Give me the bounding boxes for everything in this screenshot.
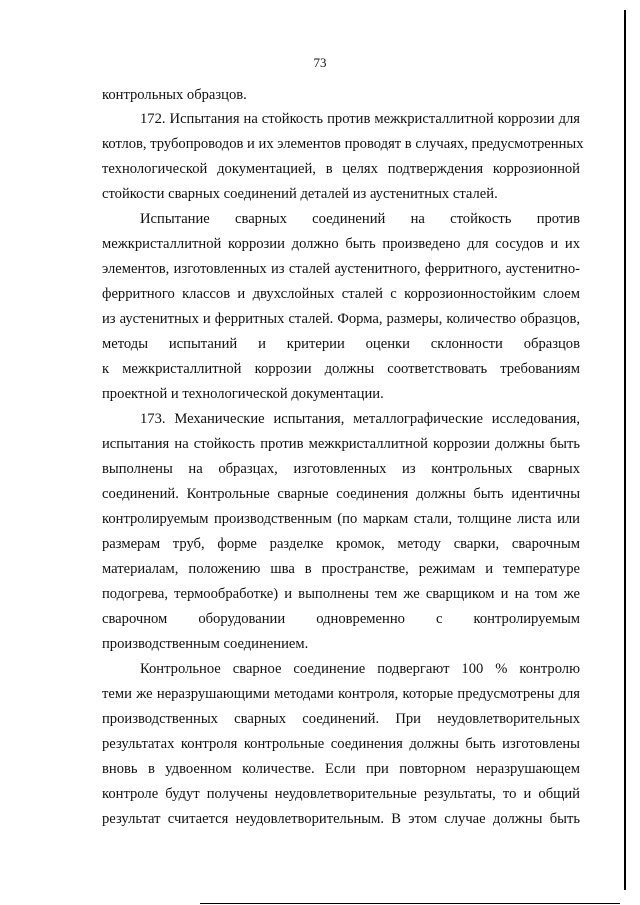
text-line: контролируемым производственным (по маркам стали, толщине листа или: [102, 511, 580, 527]
paragraph-173-start: 173. Механические испытания, металлографические исследования,: [140, 411, 580, 427]
text-line: результат считается неудовлетворительным. В этом случае должны быть: [102, 811, 580, 827]
text-line: контрольных образцов.: [102, 87, 247, 103]
page-number: 73: [313, 55, 327, 70]
text-line: проектной и технологической документации.: [102, 386, 384, 402]
text-line: межкристаллитной коррозии должно быть произведено для сосудов и их: [102, 236, 580, 252]
text-line: вновь в удвоенном количестве. Если при повторном неразрушающем: [102, 761, 580, 777]
text-line: подогрева, термообработке) и выполнены тем же сварщиком и на том же: [102, 586, 580, 602]
text-line: выполнены на образцах, изготовленных из контрольных сварных: [102, 461, 580, 477]
text-line: материалам, положению шва в пространстве, режимам и температуре: [102, 561, 580, 577]
text-line: производственным соединением.: [102, 636, 309, 652]
paragraph-start: Испытание сварных соединений на стойкость против: [140, 211, 580, 227]
paragraph-172-start: 172. Испытания на стойкость против межкристаллитной коррозии для: [140, 111, 580, 127]
text-line: котлов, трубопроводов и их элементов проводят в случаях, предусмотренных: [102, 136, 584, 152]
text-line: технологической документацией, в целях подтверждения коррозионной: [102, 161, 580, 177]
text-line: теми же неразрушающими методами контроля, которые предусмотрены для: [102, 686, 580, 702]
text-line: соединений. Контрольные сварные соединения должны быть идентичны: [102, 486, 580, 502]
text-line: элементов, изготовленных из сталей аустенитного, ферритного, аустенитно-: [102, 261, 580, 277]
text-line: стойкости сварных соединений деталей из аустенитных сталей.: [102, 186, 498, 202]
scan-edge-bottom: [200, 903, 620, 904]
scan-edge-right: [624, 10, 626, 890]
text-line: размерам труб, форме разделке кромок, методу сварки, сварочным: [102, 536, 580, 552]
text-line: испытания на стойкость против межкристаллитной коррозии должны быть: [102, 436, 580, 452]
text-line: контроле будут получены неудовлетворительные результаты, то и общий: [102, 786, 580, 802]
text-line: производственных сварных соединений. При неудовлетворительных: [102, 711, 580, 727]
paragraph-start: Контрольное сварное соединение подвергают 100 % контролю: [140, 661, 580, 677]
text-line: результатах контроля контрольные соединения должны быть изготовлены: [102, 736, 580, 752]
text-line: сварочном оборудовании одновременно с контролируемым: [102, 611, 580, 627]
text-line: методы испытаний и критерии оценки склонности образцов: [102, 336, 580, 352]
text-line: из аустенитных и ферритных сталей. Форма, размеры, количество образцов,: [102, 311, 580, 327]
text-line: к межкристаллитной коррозии должны соответствовать требованиям: [102, 361, 580, 377]
text-line: ферритного классов и двухслойных сталей с коррозионностойким слоем: [102, 286, 580, 302]
